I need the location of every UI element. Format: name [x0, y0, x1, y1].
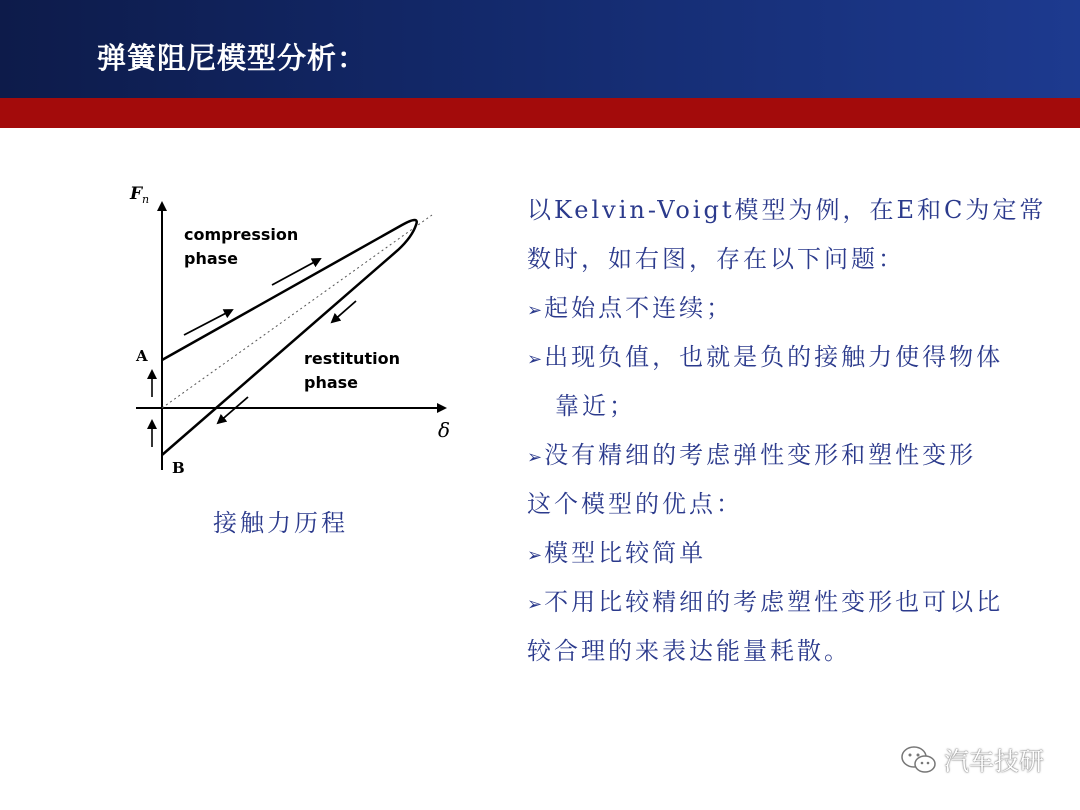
bullet-arrow-icon: ➢ — [527, 447, 543, 468]
compression-label-2: phase — [184, 249, 239, 268]
hysteresis-diagram — [120, 175, 460, 485]
figure-caption: 接触力历程 — [213, 509, 348, 537]
y-axis-label: F — [130, 184, 143, 204]
point-a-label: A — [136, 347, 148, 365]
compression-label-1: compression — [184, 225, 299, 244]
bullet-item: ➢模型比较简单 — [527, 539, 707, 567]
bullet-arrow-icon: ➢ — [527, 545, 543, 566]
body-line: 以Kelvin-Voigt模型为例，在E和C为定常 — [527, 196, 1047, 224]
bullet-item: ➢出现负值，也就是负的接触力使得物体 — [527, 343, 1004, 371]
x-axis-label: δ — [438, 418, 451, 442]
body-line: 这个模型的优点： — [527, 490, 743, 518]
body-text — [527, 186, 1047, 676]
slide-title: 弹簧阻尼模型分析： — [97, 41, 368, 75]
watermark — [900, 742, 1044, 778]
bullet-arrow-icon: ➢ — [527, 300, 543, 321]
body-line: 数时，如右图，存在以下问题： — [527, 245, 905, 273]
body-line: 较合理的来表达能量耗散。 — [527, 637, 851, 665]
bullet-arrow-icon: ➢ — [527, 594, 543, 615]
contact-force-figure — [120, 175, 460, 485]
body-line: 靠近； — [555, 392, 636, 420]
y-axis-subscript: n — [142, 193, 150, 206]
compression-arrow-1 — [184, 310, 232, 335]
compression-arrow-2 — [272, 259, 320, 285]
wechat-icon — [900, 744, 938, 776]
watermark-text: 汽车技研 — [944, 747, 1045, 776]
restitution-label-2: phase — [304, 373, 359, 392]
restitution-label-1: restitution — [304, 349, 400, 368]
header-stripe — [0, 98, 1080, 128]
bullet-item: ➢没有精细的考虑弹性变形和塑性变形 — [527, 441, 977, 469]
bullet-arrow-icon: ➢ — [527, 349, 543, 370]
point-b-label: B — [172, 459, 185, 477]
bullet-item: ➢起始点不连续； — [527, 294, 734, 322]
bullet-item: ➢不用比较精细的考虑塑性变形也可以比 — [527, 588, 1004, 616]
